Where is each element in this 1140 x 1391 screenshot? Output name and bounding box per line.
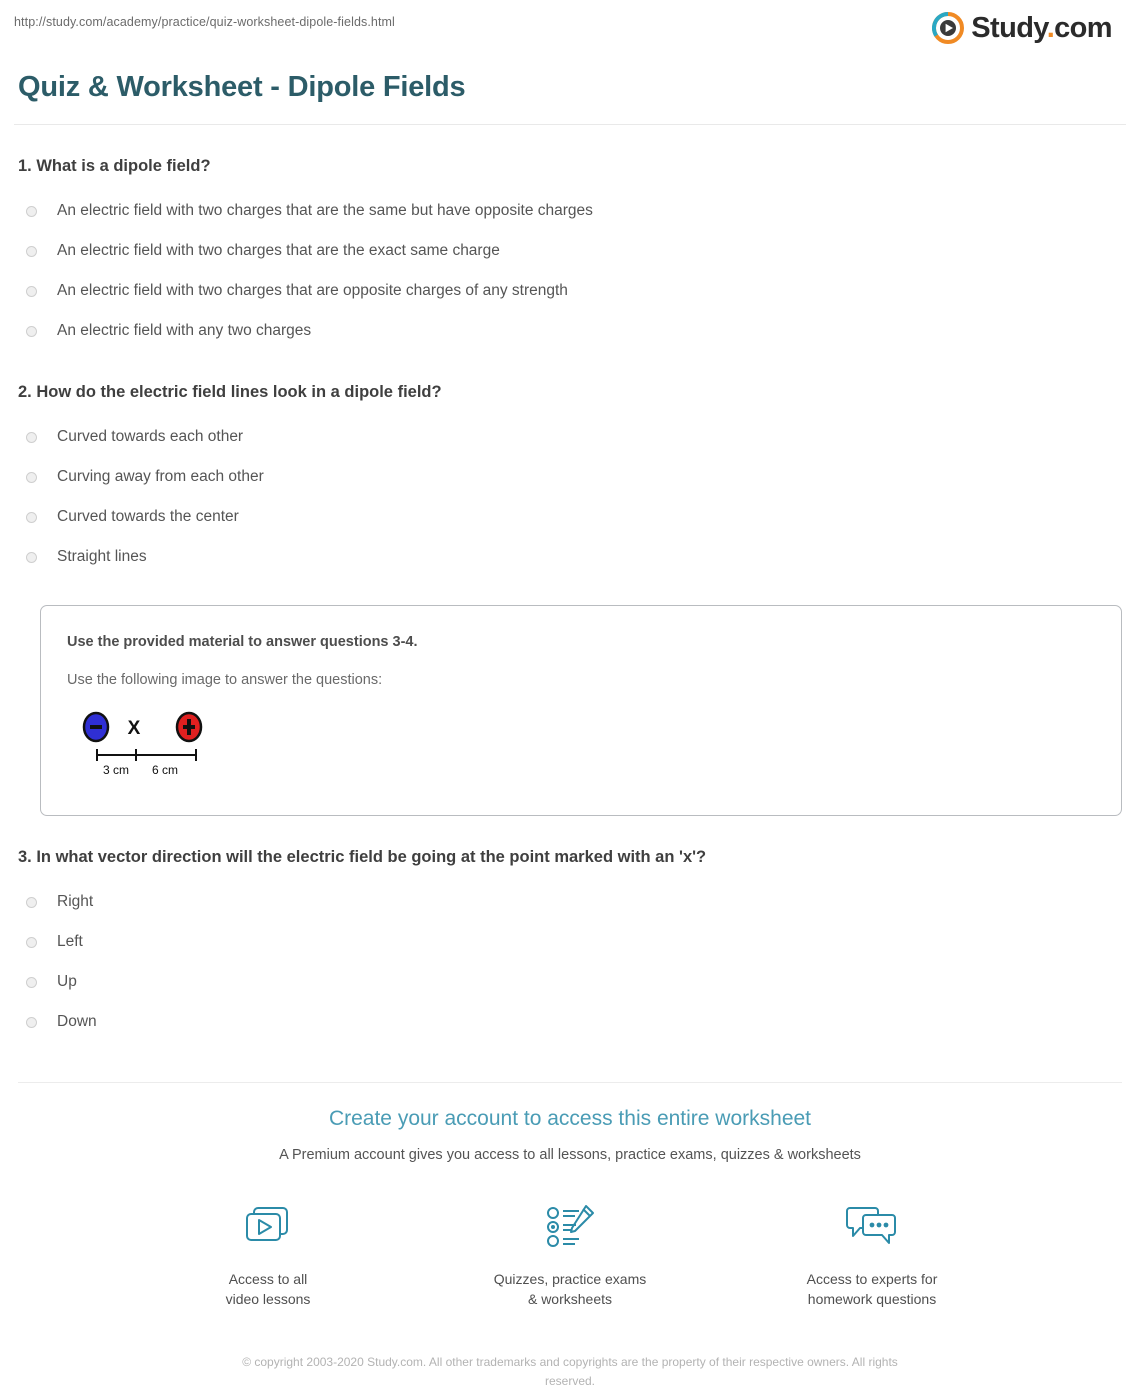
radio-button-icon[interactable]: [26, 552, 37, 563]
benefit-line-2: video lessons: [225, 1291, 311, 1307]
benefit-line-1: Access to experts for: [806, 1271, 938, 1287]
radio-button-icon[interactable]: [26, 977, 37, 988]
create-account-link[interactable]: Create your account to access this entire worksheet: [328, 1107, 812, 1130]
option-label: Curved towards the center: [57, 508, 239, 525]
benefit-label: [485, 1269, 655, 1309]
radio-button-icon[interactable]: [26, 286, 37, 297]
radio-button-icon[interactable]: [26, 897, 37, 908]
play-circle-icon: [932, 12, 964, 44]
option-label: Down: [57, 1013, 97, 1030]
radio-button-icon[interactable]: [26, 937, 37, 948]
logo-wordmark: [971, 13, 1112, 43]
title-divider: [14, 124, 1126, 125]
option-1-4[interactable]: [14, 311, 1126, 351]
question-1-options: [14, 191, 1126, 351]
option-label: Curving away from each other: [57, 468, 264, 485]
option-3-3[interactable]: [14, 962, 1126, 1002]
option-label: Up: [57, 973, 77, 990]
question-3-options: [14, 882, 1126, 1042]
radio-button-icon[interactable]: [26, 512, 37, 523]
video-lessons-icon: [183, 1197, 353, 1257]
option-2-2[interactable]: [14, 457, 1126, 497]
benefit-label: [787, 1269, 957, 1309]
benefit-label: [183, 1269, 353, 1309]
option-1-1[interactable]: [14, 191, 1126, 231]
option-3-4[interactable]: [14, 1002, 1126, 1042]
option-1-3[interactable]: [14, 271, 1126, 311]
radio-button-icon[interactable]: [26, 472, 37, 483]
radio-button-icon[interactable]: [26, 1017, 37, 1028]
option-label: An electric field with two charges that are opposite charges of any strength: [57, 282, 568, 299]
option-3-1[interactable]: [14, 882, 1126, 922]
question-3-text: 3. In what vector direction will the electric field be going at the point marked with an 'x'?: [18, 848, 707, 866]
option-label: An electric field with two charges that are the same but have opposite charges: [57, 202, 593, 219]
page-url: http://study.com/academy/practice/quiz-worksheet-dipole-fields.html: [14, 15, 395, 29]
option-label: An electric field with any two charges: [57, 322, 312, 339]
question-2: [14, 381, 1126, 577]
measurement-right-label: 6 cm: [151, 763, 179, 777]
create-account-cta: [14, 1083, 1126, 1309]
copyright-notice: © copyright 2003-2020 Study.com. All other trademarks and copyrights are the property of their respective owners. All rights reserved.: [242, 1355, 898, 1388]
page-title: Quiz & Worksheet - Dipole Fields: [18, 71, 466, 103]
option-label: Straight lines: [57, 548, 147, 565]
dipole-diagram: [79, 710, 1093, 785]
svg-text:X: X: [127, 718, 141, 739]
benefit-quizzes-worksheets: [485, 1197, 655, 1309]
benefit-line-1: Access to all: [228, 1271, 308, 1287]
page-header: [14, 0, 1126, 56]
provided-material-box: [40, 605, 1122, 816]
radio-button-icon[interactable]: [26, 326, 37, 337]
benefit-line-2: & worksheets: [527, 1291, 613, 1307]
option-2-4[interactable]: [14, 537, 1126, 577]
logo-text-com: com: [1054, 12, 1112, 44]
option-1-2[interactable]: [14, 231, 1126, 271]
benefit-line-1: Quizzes, practice exams: [493, 1271, 647, 1287]
option-label: Left: [57, 933, 83, 950]
cta-subtitle: A Premium account gives you access to all lessons, practice exams, quizzes & worksheets: [279, 1147, 861, 1163]
option-label: An electric field with two charges that are the exact same charge: [57, 242, 500, 259]
question-1: [14, 155, 1126, 351]
question-2-text: 2. How do the electric field lines look in a dipole field?: [18, 383, 442, 401]
radio-button-icon[interactable]: [26, 246, 37, 257]
chat-bubbles-icon: [787, 1197, 957, 1257]
logo-text-dot: .: [1046, 12, 1055, 44]
measurement-left-label: 3 cm: [102, 763, 130, 777]
option-label: Right: [57, 893, 94, 910]
option-label: Curved towards each other: [57, 428, 244, 445]
question-2-options: [14, 417, 1126, 577]
benefits-list: [14, 1197, 1126, 1309]
logo-text-study: Study: [971, 12, 1047, 44]
radio-button-icon[interactable]: [26, 206, 37, 217]
benefit-expert-help: [787, 1197, 957, 1309]
material-subheading: Use the following image to answer the questions:: [67, 672, 383, 688]
benefit-line-2: homework questions: [807, 1291, 937, 1307]
option-2-1[interactable]: [14, 417, 1126, 457]
study-com-logo[interactable]: [932, 12, 1126, 44]
question-3: [14, 846, 1126, 1042]
radio-button-icon[interactable]: [26, 432, 37, 443]
benefit-video-lessons: [183, 1197, 353, 1309]
quiz-worksheet-icon: [485, 1197, 655, 1257]
option-3-2[interactable]: [14, 922, 1126, 962]
question-1-text: 1. What is a dipole field?: [18, 157, 211, 175]
option-2-3[interactable]: [14, 497, 1126, 537]
material-heading: Use the provided material to answer questions 3-4.: [67, 634, 418, 650]
